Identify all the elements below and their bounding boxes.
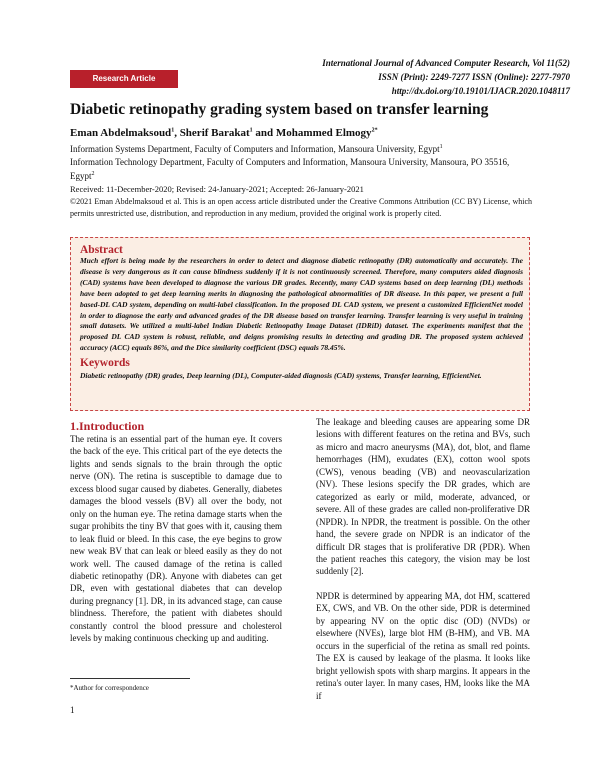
affiliation-mark: 2 — [91, 171, 95, 177]
abstract-text: Much effort is being made by the researchers in order to detect and diagnose diabetic retinopathy (DR) automatically and accurately. The disease is very dangerous as it can cause blindness suddenly if it is not continuously screened. Therefore, many computers aided diagnosis (CAD) systems have been developed to diagnose the various DR grades. Recently, many CAD systems based on deep learning (DL) methods have been adopted to get deep learning merits in diagnosing the pathological abnormalities of DR disease. In this paper, we present a full based-DL CAD system, depending on multi-label classification. In the proposed DL CAD system, we present a customized EfficientNet model in order to diagnose the early and advanced grades of the DR disease based on transfer learning. Transfer learning is very useful in training small datasets. We utilized a multi-label Indian Diabetic Retinopathy Image Dataset (IDRiD) dataset. The experiments manifest that the proposed DL CAD system is robust, reliable, and deigns promising results in detecting and grading DR. The proposed system achieved accuracy (ACC) equals 86%, and the Dice similarity coefficient (DSC) equals 78.45%. — [80, 256, 523, 353]
author-separator: , — [174, 127, 180, 139]
journal-name: International Journal of Advanced Computer Research, Vol 11(52) — [322, 58, 570, 68]
author-affiliation-mark: 2* — [371, 127, 378, 134]
affiliation-1 — [70, 141, 534, 156]
affiliation-mark: 1 — [439, 144, 443, 150]
body-column-right — [316, 416, 530, 702]
page-number: 1 — [70, 705, 75, 715]
abstract-box — [70, 237, 530, 411]
journal-issn: ISSN (Print): 2249-7277 ISSN (Online): 2277-7970 — [378, 72, 570, 82]
footnote-divider — [70, 678, 190, 679]
author-name: Sherif Barakat — [179, 127, 250, 139]
keywords-heading: Keywords — [80, 357, 130, 370]
body-column-left — [70, 433, 282, 645]
author-name: Eman Abdelmaksoud — [70, 127, 172, 139]
section-heading-introduction: 1.Introduction — [70, 419, 145, 433]
license-notice: ©2021 Eman Abdelmaksoud et al. This is an open access article distributed under the Creative Commons Attribution (CC BY) License, which permits unrestricted use, distribution, and reproduction in any medium, provided the original work is properly cited. — [70, 197, 532, 218]
submission-dates: Received: 11-December-2020; Revised: 24-January-2021; Accepted: 26-January-2021 — [70, 184, 364, 194]
article-type-badge: Research Article — [70, 70, 178, 88]
keywords-text: Diabetic retinopathy (DR) grades, Deep learning (DL), Computer-aided diagnosis (CAD) systems, Transfer learning, EfficientNet. — [80, 371, 482, 381]
affiliation-text: Information Systems Department, Faculty of Computers and Information, Mansoura University, Egypt — [70, 144, 440, 154]
body-paragraph: The retina is an essential part of the human eye. It covers the back of the eye. This critical part of the eye detects the lights and sends signals to the brain through the optic nerve (ON). The retina is susceptible to damage due to excess blood sugar caused by diabetes. Generally, diabetes damages the blood vessels (BV) all over the body, not only on the human eye. The retina damage starts when the sugar prohibits the tiny BV that goes with it, causing them to leak fluid or bleed. In this case, the eye begins to grow new weak BV that can leak or bleed easily as they do not work well. The caused damage of the retina is called diabetic retinopathy (DR). Anyone with diabetes can get DR, even with gestational diabetes that can develop during pregnancy [1]. DR, in its advanced stage, can cause blindness. Therefore, the patient with diabetes should constantly control the blood pressure and cholesterol levels by making continuous checking up and auditing. — [70, 434, 282, 644]
affiliations — [70, 141, 534, 183]
author-affiliation-mark: 1 — [249, 127, 253, 134]
author-list — [70, 127, 378, 139]
abstract-heading: Abstract — [80, 244, 123, 256]
affiliation-text: Information Technology Department, Faculty of Computers and Information, Mansoura University, Mansoura, PO 35516, Egypt — [70, 156, 510, 181]
author-affiliation-mark: 1 — [171, 127, 175, 134]
paper-title: Diabetic retinopathy grading system based on transfer learning — [70, 101, 489, 118]
author-separator: and — [252, 127, 276, 139]
author-name: Mohammed Elmogy — [275, 127, 372, 139]
affiliation-2 — [70, 156, 534, 183]
body-paragraph: The leakage and bleeding causes are appearing some DR lesions with different features on the retina and BVs, such as micro and macro aneurysms (MA), dot, blot, and flame hemorrhages (HM), exudates (EX), cotton wool spots (CWS), venous beading (VB) and neovascularization (NV). These lesions specify the DR grades, which are categorized as early or mild, moderate, advanced, or severe. All of these grades are called non-proliferative DR (NPDR). In NPDR, the treatment is possible. On the other hand, the severe grade on NPDR is an indicator of the difficult DR stages that is proliferative DR (PDR). When the patient reaches this category, the vision may be lost suddenly [2]. — [316, 417, 530, 577]
footnote: *Author for correspondence — [70, 684, 149, 692]
journal-info — [240, 56, 570, 98]
body-paragraph: NPDR is determined by appearing MA, dot HM, scattered EX, CWS, and VB. On the other side, PDR is determined by appearing NV on the optic disc (OD) (NVDs) or elsewhere (NVEs), large blot HM (B-HM), and VB. MA occurs in the superficial of the retina as small red points. The EX is caused by leakage of the plasma. It looks like bright yellowish spots with sharp margins. It appears in the retina's outer layer. In many cases, HM, looks like the MA if — [316, 590, 530, 701]
journal-doi-link[interactable]: http://dx.doi.org/10.19101/IJACR.2020.1048117 — [391, 86, 570, 96]
